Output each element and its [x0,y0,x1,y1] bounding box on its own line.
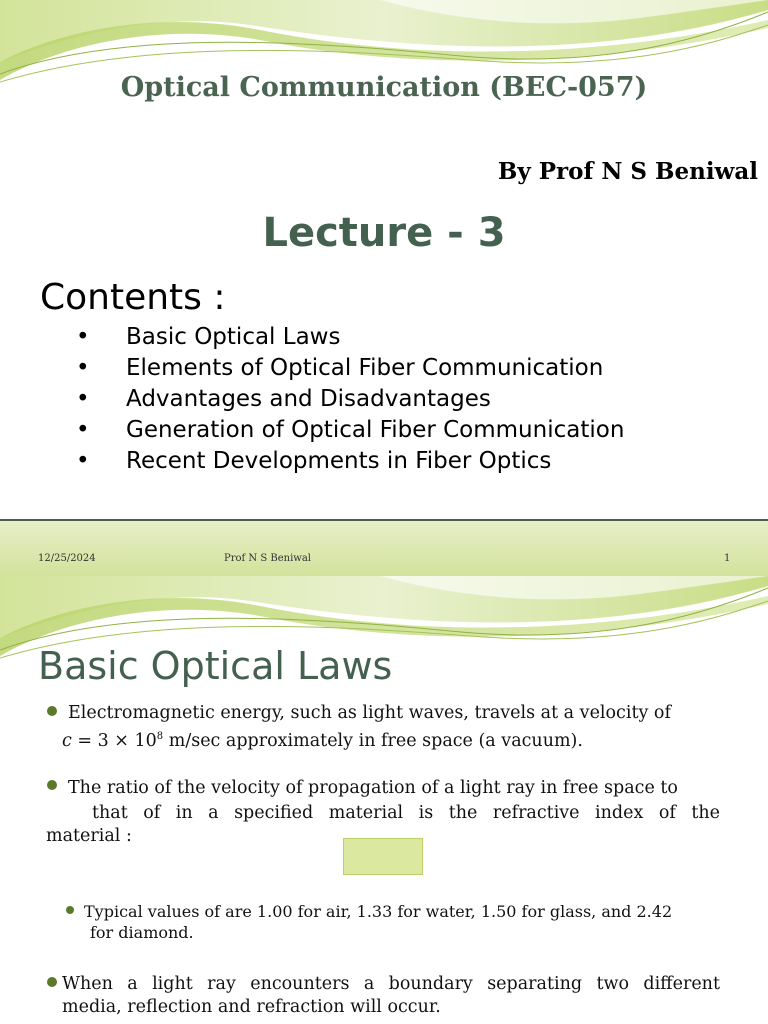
slide-2 [0,576,768,1024]
bullet-icon [47,977,57,987]
equation-rest: m/sec approximately in free space (a vacuum). [163,730,583,751]
contents-heading: Contents : [40,277,226,318]
bullet-icon [47,780,57,790]
course-title: Optical Communication (BEC-057) [120,72,648,103]
contents-list [76,322,624,477]
lecture-title: Lecture - 3 [262,210,506,256]
slide-heading: Basic Optical Laws [38,644,393,688]
list-item [76,384,624,415]
bullet-icon: • [76,417,90,443]
paragraph-2-line-2: that of in a specified material is the refractive index of the [92,803,720,823]
paragraph-2-line-1: The ratio of the velocity of propagation of a light ray in free space to [68,778,678,798]
bullet-icon: • [76,448,90,474]
paragraph-2-line-3: material : [46,826,132,846]
bullet-icon [66,906,74,914]
list-item-label: Advantages and Disadvantages [126,386,491,412]
list-item [76,446,624,477]
exponent: 8 [156,731,164,742]
paragraph-4-line-1: When a light ray encounters a boundary separating two different [62,974,720,994]
list-item [76,415,624,446]
footer-date: 12/25/2024 [38,553,96,564]
velocity-symbol: c [62,730,72,751]
paragraph-1-line-2 [62,725,583,753]
list-item-label: Recent Developments in Fiber Optics [126,448,552,474]
list-item [76,353,624,384]
list-item-label: Elements of Optical Fiber Communication [126,355,604,381]
bullet-icon: • [76,355,90,381]
footer-author: Prof N S Beniwal [224,553,311,564]
list-item-label: Basic Optical Laws [126,324,341,350]
list-item-label: Generation of Optical Fiber Communication [126,417,625,443]
paragraph-3-line-2: for diamond. [90,923,194,942]
paragraph-3-line-1: Typical values of are 1.00 for air, 1.33 for water, 1.50 for glass, and 2.42 [84,902,673,921]
slide-footer [0,521,768,576]
list-item [76,322,624,353]
bullet-icon: • [76,386,90,412]
footer-page-number: 1 [724,553,731,564]
equation-text: = 3 × 10 [71,730,157,751]
paragraph-1-line-1: Electromagnetic energy, such as light waves, travels at a velocity of [68,703,671,723]
author-byline: By Prof N S Beniwal [497,158,758,185]
paragraph-4-line-2: media, reflection and refraction will occur. [62,997,441,1017]
bullet-icon: • [76,324,90,350]
bullet-icon [47,706,57,716]
equation-placeholder-box [343,838,423,875]
